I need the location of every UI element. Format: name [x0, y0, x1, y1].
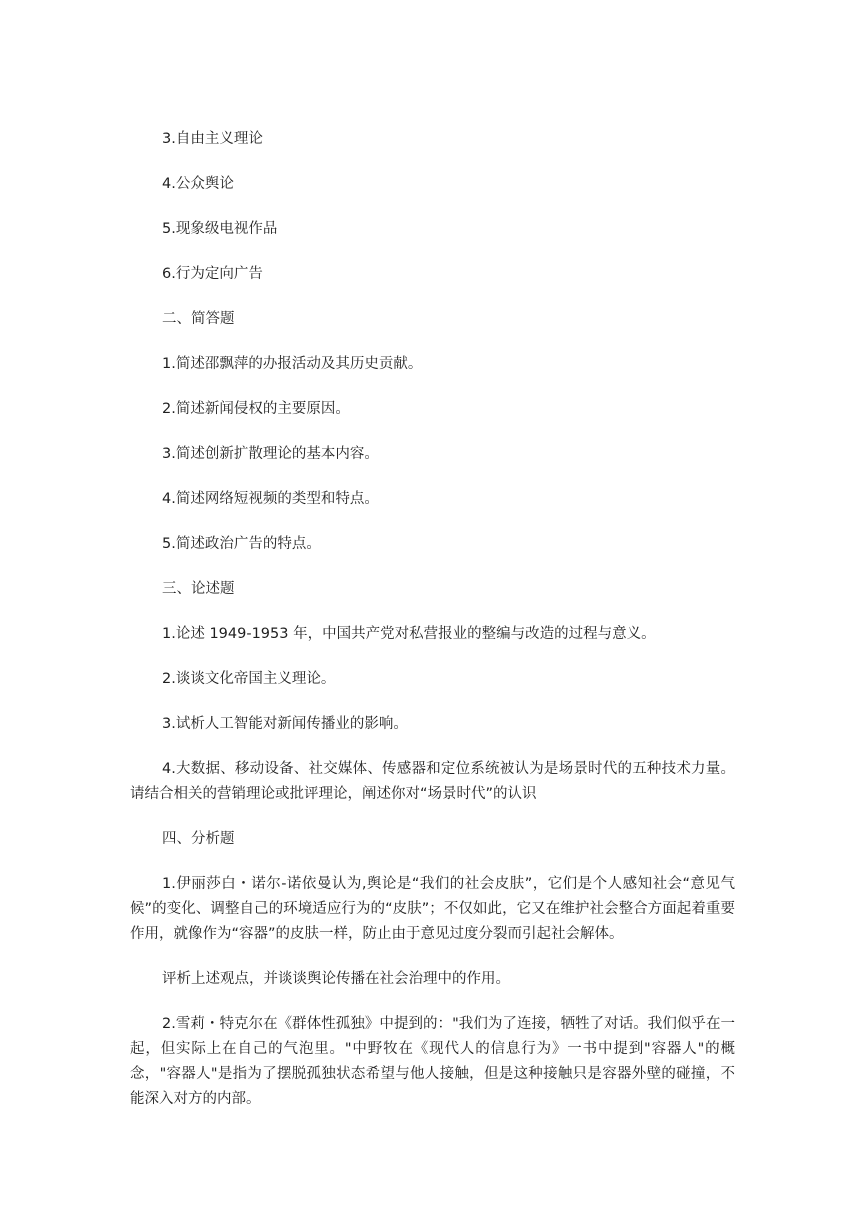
analysis-item-1: 1.伊丽莎白・诺尔-诺依曼认为,舆论是“我们的社会皮肤”，它们是个人感知社会“意见气候”的变化、调整自己的环境适应行为的“皮肤”；不仅如此，它又在维护社会整合方面起着重要作用，就像作为“容器”的皮肤一样，防止由于意见过度分裂而引起社会解体。	[130, 876, 735, 942]
section-heading-essay: 三、论述题	[162, 581, 235, 597]
analysis-item-2: 2.雪莉・特克尔在《群体性孤独》中提到的："我们为了连接，牺牲了对话。我们似乎在一起，但实际上在自己的气泡里。"中野牧在《现代人的信息行为》一书中提到"容器人"的概念，"容器人"是指为了摆脱孤独状态希望与他人接触，但是这种接触只是容器外壁的碰撞，不能深入对方的内部。	[130, 1016, 735, 1107]
short-answer-item-1: 1.简述邵飘萍的办报活动及其历史贡献。	[162, 356, 423, 372]
document-body	[130, 127, 735, 1132]
short-answer-item-3: 3.简述创新扩散理论的基本内容。	[162, 446, 379, 462]
essay-item-4: 4.大数据、移动设备、社交媒体、传感器和定位系统被认为是场景时代的五种技术力量。请结合相关的营销理论或批评理论，阐述你对“场景时代”的认识	[130, 761, 735, 802]
essay-item-3: 3.试析人工智能对新闻传播业的影响。	[162, 716, 408, 732]
section-heading-short-answer: 二、简答题	[162, 311, 235, 327]
term-item-5: 5.现象级电视作品	[162, 221, 278, 237]
essay-item-1: 1.论述 1949-1953 年，中国共产党对私营报业的整编与改造的过程与意义。	[162, 626, 656, 642]
analysis-item-1-question: 评析上述观点，并谈谈舆论传播在社会治理中的作用。	[162, 971, 510, 987]
term-item-3: 3.自由主义理论	[162, 131, 263, 147]
essay-item-2: 2.谈谈文化帝国主义理论。	[162, 671, 336, 687]
section-heading-analysis: 四、分析题	[162, 831, 235, 847]
short-answer-item-4: 4.简述网络短视频的类型和特点。	[162, 491, 379, 507]
short-answer-item-5: 5.简述政治广告的特点。	[162, 536, 321, 552]
term-item-4: 4.公众舆论	[162, 176, 234, 192]
term-item-6: 6.行为定向广告	[162, 266, 263, 282]
short-answer-item-2: 2.简述新闻侵权的主要原因。	[162, 401, 350, 417]
